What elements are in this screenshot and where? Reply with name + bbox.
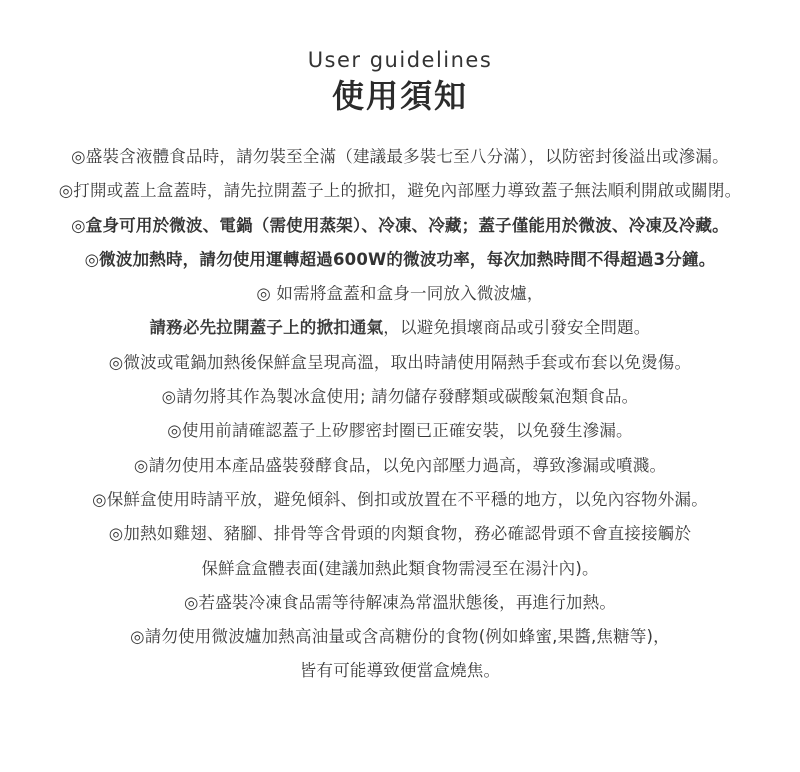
guideline-item: ◎加熱如雞翅、豬腳、排骨等含骨頭的肉類食物，務必確認骨頭不會直接接觸於 <box>108 524 692 544</box>
guideline-item: ◎請勿使用本產品盛裝發酵食品，以免內部壓力過高，導致滲漏或噴濺。 <box>133 455 667 475</box>
section-eyebrow: User guidelines <box>307 48 493 72</box>
guideline-text: ，以避免損壞商品或引發安全問題。 <box>383 318 651 338</box>
guideline-item: ◎打開或蓋上盒蓋時，請先拉開蓋子上的掀扣，避免內部壓力導致蓋子無法順利開啟或關閉。 <box>58 181 742 201</box>
guideline-item: ◎微波或電鍋加熱後保鮮盒呈現高溫，取出時請使用隔熱手套或布套以免燙傷。 <box>108 352 692 372</box>
guideline-item: ◎盒身可用於微波、電鍋（需使用蒸架）、冷凍、冷藏；蓋子僅能用於微波、冷凍及冷藏。 <box>71 215 729 235</box>
guideline-item: ◎微波加熱時，請勿使用運轉超過600W的微波功率，每次加熱時間不得超過3分鐘。 <box>84 249 716 269</box>
guidelines-list <box>0 140 800 689</box>
guideline-emphasis: 請務必先拉開蓋子上的掀扣通氣 <box>149 318 384 338</box>
guideline-item: 保鮮盒盒體表面(建議加熱此類食物需浸至在湯汁內)。 <box>201 558 599 578</box>
guideline-item: ◎保鮮盒使用時請平放，避免傾斜、倒扣或放置在不平穩的地方，以免內容物外漏。 <box>92 489 708 509</box>
guideline-item <box>0 311 800 345</box>
guideline-item: ◎請勿將其作為製冰盒使用; 請勿儲存發酵類或碳酸氣泡類食品。 <box>161 387 639 407</box>
guideline-item: ◎若盛裝冷凍食品需等待解凍為常溫狀態後，再進行加熱。 <box>183 592 617 612</box>
guideline-item: ◎使用前請確認蓋子上矽膠密封圈已正確安裝，以免發生滲漏。 <box>167 421 633 441</box>
guideline-item: ◎盛裝含液體食品時，請勿裝至全滿（建議最多裝七至八分滿），以防密封後溢出或滲漏。 <box>71 147 729 166</box>
page-title: 使用須知 <box>331 77 468 115</box>
guideline-item: 皆有可能導致便當盒燒焦。 <box>299 661 501 681</box>
guideline-item: ◎ 如需將盒蓋和盒身一同放入微波爐， <box>256 284 544 304</box>
guideline-item: ◎請勿使用微波爐加熱高油量或含高糖份的食物(例如蜂蜜,果醬,焦糖等)， <box>130 627 670 647</box>
